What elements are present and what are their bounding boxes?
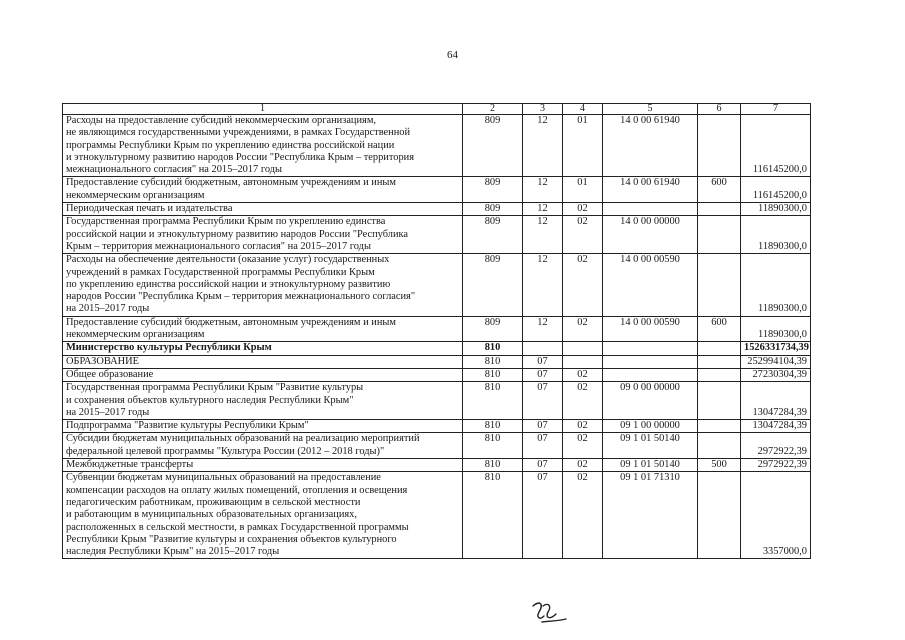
admin-code: 810 [463,472,523,559]
description-line: учреждений в рамках Государственной программы Республики Крым [66,266,375,278]
section-code: 07 [523,368,563,381]
row-description [63,382,463,420]
section-code: 12 [523,254,563,316]
description-line: не являющимся государственными учреждениями, в рамках Государственной [66,127,411,139]
row-description [63,115,463,177]
column-number: 5 [603,104,698,115]
row-description [63,459,463,472]
description-line: федеральной целевой программы "Культура России (2012 – 2018 годы)" [66,445,385,457]
subsection-code: 01 [563,177,603,203]
description-line: Периодическая печать и издательства [66,203,233,215]
description-line: Расходы на предоставление субсидий некоммерческим организациям, [66,115,377,126]
section-code: 07 [523,382,563,420]
description-line: расположенных в сельской местности, в рамках Государственной программы [66,521,409,533]
amount: 2972922,39 [741,433,811,459]
description-line: российской нации и этнокультурному развитию народов России "Республика [66,228,409,240]
table-row [63,368,811,381]
description-line: по укреплению единства российской нации и этнокультурному развитию [66,278,391,290]
description-line: на 2015–2017 годы [66,406,150,418]
expense-type-code [698,342,741,355]
subsection-code [563,342,603,355]
description-line: Республики Крым "Развитие культуры и сохранения объектов культурного [66,533,397,545]
description-line: программы Республики Крым по укреплению единства российской нации [66,139,395,151]
description-line: на 2015–2017 годы [66,303,150,315]
amount: 11890300,0 [741,216,811,254]
description-line: компенсации расходов на оплату жилых помещений, отопления и освещения [66,484,408,496]
expense-type-code [698,203,741,216]
amount: 11890300,0 [741,254,811,316]
section-code: 07 [523,433,563,459]
description-line: Межбюджетные трансферты [66,459,194,471]
row-description [63,254,463,316]
description-line: Предоставление субсидий бюджетным, автономным учреждениям и иным [66,177,396,189]
target-item-code: 14 0 00 61940 [603,115,698,177]
description-line: Министерство культуры Республики Крым [66,342,272,354]
admin-code: 810 [463,459,523,472]
section-code: 07 [523,459,563,472]
column-number: 4 [563,104,603,115]
description-line: Подпрограмма "Развитие культуры Республики Крым" [66,420,309,432]
row-description [63,316,463,342]
amount: 11890300,0 [741,203,811,216]
admin-code: 810 [463,342,523,355]
description-line: Расходы на обеспечение деятельности (оказание услуг) государственных [66,254,390,266]
section-code: 12 [523,216,563,254]
amount: 13047284,39 [741,420,811,433]
description-line: педагогическим работникам, проживающим в сельской местности [66,496,361,508]
expense-type-code: 500 [698,459,741,472]
table-row [63,177,811,203]
subsection-code: 02 [563,459,603,472]
amount: 13047284,39 [741,382,811,420]
subsection-code: 02 [563,472,603,559]
section-code: 07 [523,420,563,433]
table-row [63,355,811,368]
admin-code: 810 [463,382,523,420]
row-description [63,472,463,559]
column-number: 7 [741,104,811,115]
amount: 2972922,39 [741,459,811,472]
description-line: наследия Республики Крым" на 2015–2017 годы [66,546,280,558]
description-line: ОБРАЗОВАНИЕ [66,355,140,367]
section-code: 07 [523,472,563,559]
amount: 11890300,0 [741,316,811,342]
amount: 252994104,39 [741,355,811,368]
description-line: и работающим в муниципальных образовательных организациях, [66,509,357,521]
description-line: некоммерческим организациям [66,329,205,341]
section-code [523,342,563,355]
admin-code: 810 [463,355,523,368]
description-line: Субсидии бюджетам муниципальных образований на реализацию мероприятий [66,433,420,445]
table-row [63,316,811,342]
target-item-code: 09 1 01 50140 [603,459,698,472]
expense-type-code [698,420,741,433]
table-row [63,472,811,559]
expense-type-code [698,433,741,459]
target-item-code: 14 0 00 00000 [603,216,698,254]
subsection-code: 02 [563,420,603,433]
subsection-code: 02 [563,382,603,420]
column-number: 6 [698,104,741,115]
admin-code: 810 [463,433,523,459]
admin-code: 809 [463,115,523,177]
expense-type-code [698,216,741,254]
expense-type-code [698,472,741,559]
row-description [63,433,463,459]
section-code: 12 [523,203,563,216]
row-description [63,368,463,381]
target-item-code [603,203,698,216]
target-item-code: 09 1 00 00000 [603,420,698,433]
description-line: и этнокультурному развитию народов России "Республика Крым – территория [66,151,414,163]
admin-code: 809 [463,203,523,216]
expense-type-code: 600 [698,177,741,203]
description-line: некоммерческим организациям [66,189,205,201]
description-line: Субвенции бюджетам муниципальных образований на предоставление [66,472,381,484]
amount: 116145200,0 [741,177,811,203]
section-code: 12 [523,115,563,177]
target-item-code: 09 1 01 50140 [603,433,698,459]
row-description [63,342,463,355]
admin-code: 809 [463,177,523,203]
description-line: межнационального согласия" на 2015–2017 годы [66,164,283,176]
amount: 27230304,39 [741,368,811,381]
target-item-code: 09 1 01 71310 [603,472,698,559]
target-item-code: 14 0 00 00590 [603,254,698,316]
subsection-code: 02 [563,316,603,342]
target-item-code: 09 0 00 00000 [603,382,698,420]
subsection-code: 02 [563,203,603,216]
expense-type-code [698,355,741,368]
admin-code: 809 [463,316,523,342]
table-row [63,342,811,355]
section-code: 12 [523,177,563,203]
table-row [63,433,811,459]
amount: 1526331734,39 [741,342,811,355]
target-item-code [603,342,698,355]
section-code: 07 [523,355,563,368]
expense-type-code [698,382,741,420]
subsection-code: 01 [563,115,603,177]
row-description [63,420,463,433]
table-row [63,254,811,316]
row-description [63,216,463,254]
table-row [63,115,811,177]
section-code: 12 [523,316,563,342]
table-row [63,459,811,472]
description-line: Государственная программа Республики Крым по укреплению единства [66,216,386,228]
row-description [63,177,463,203]
description-line: народов России "Республика Крым – территория межнационального согласия" [66,291,416,303]
expense-type-code: 600 [698,316,741,342]
column-number: 1 [63,104,463,115]
subsection-code: 02 [563,254,603,316]
handwritten-initials [530,598,570,628]
target-item-code [603,368,698,381]
subsection-code: 02 [563,433,603,459]
target-item-code: 14 0 00 00590 [603,316,698,342]
description-line: и сохранения объектов культурного наследия Республики Крым" [66,394,354,406]
target-item-code [603,355,698,368]
amount: 3357000,0 [741,472,811,559]
table-body [63,104,811,559]
column-number: 3 [523,104,563,115]
amount: 116145200,0 [741,115,811,177]
table-row [63,216,811,254]
admin-code: 810 [463,420,523,433]
admin-code: 809 [463,216,523,254]
admin-code: 809 [463,254,523,316]
column-number-row [63,104,811,115]
table-row [63,382,811,420]
admin-code: 810 [463,368,523,381]
target-item-code: 14 0 00 61940 [603,177,698,203]
description-line: Крым – территория межнационального согласия" на 2015–2017 годы [66,240,371,252]
table-row [63,420,811,433]
expense-type-code [698,115,741,177]
row-description [63,355,463,368]
description-line: Государственная программа Республики Крым "Развитие культуры [66,382,364,394]
subsection-code: 02 [563,216,603,254]
expense-type-code [698,368,741,381]
description-line: Предоставление субсидий бюджетным, автономным учреждениям и иным [66,316,396,328]
row-description [63,203,463,216]
column-number: 2 [463,104,523,115]
description-line: Общее образование [66,368,154,380]
subsection-code [563,355,603,368]
page-number: 64 [447,49,458,61]
table-row [63,203,811,216]
expense-type-code [698,254,741,316]
budget-table [62,103,811,559]
subsection-code: 02 [563,368,603,381]
